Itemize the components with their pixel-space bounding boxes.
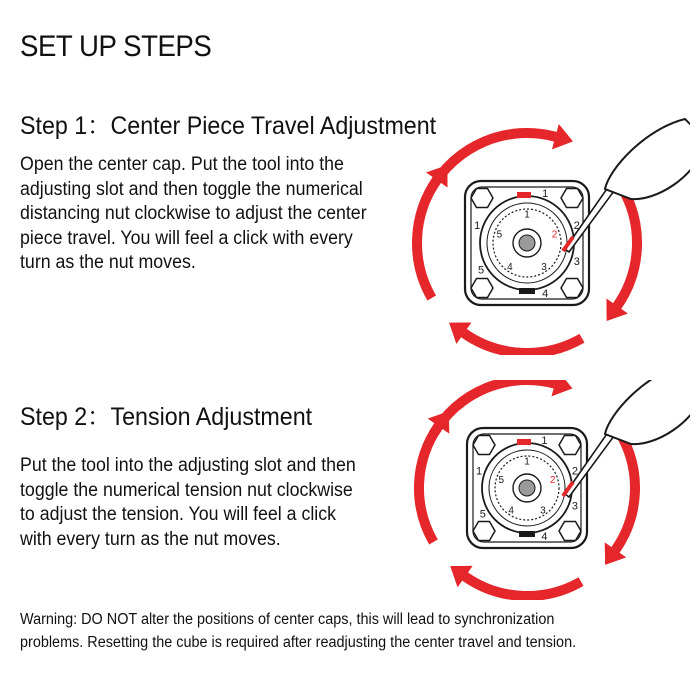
inner-number: 4: [508, 505, 514, 517]
inner-number: 4: [507, 261, 513, 273]
warning-note: Warning: DO NOT alter the positions of center caps, this will lead to synchronization problems. Resetting the cube is required after readjusting the center travel and tension.: [20, 611, 577, 651]
step-1-heading: Step 1：Center Piece Travel Adjustment: [20, 112, 437, 140]
rotate-arrow-icon: [417, 165, 448, 298]
inner-number: 5: [496, 229, 503, 241]
screw-hole-icon: [559, 521, 581, 540]
screw-hole-icon: [561, 188, 583, 207]
inner-number: 1: [524, 209, 530, 221]
inner-number: 3: [541, 261, 547, 273]
outer-number: 4: [541, 530, 548, 543]
outer-number: 3: [573, 256, 580, 269]
rotate-arrow-icon: [605, 434, 635, 565]
rotate-arrow-icon: [450, 566, 581, 596]
screw-hole-icon: [473, 435, 495, 454]
inner-number: 2: [549, 475, 556, 487]
outer-number: 3: [571, 500, 578, 513]
inner-number: 1: [524, 456, 530, 468]
rotate-arrow-icon: [606, 188, 637, 321]
tension-diagram: [405, 380, 690, 600]
step-2-heading: Step 2：Tension Adjustment: [20, 403, 313, 431]
rotate-arrow-icon: [419, 411, 449, 542]
outer-number: 4: [542, 287, 549, 300]
outer-number: 1: [541, 435, 548, 448]
screw-hole-icon: [471, 188, 493, 207]
screw-hole-icon: [473, 521, 495, 540]
outer-number: 1: [542, 188, 549, 201]
screw-hole-icon: [561, 278, 583, 297]
rotate-arrow-icon: [433, 380, 572, 434]
outer-number: 1: [474, 219, 481, 232]
outer-number: 2: [573, 219, 580, 232]
outer-number: 2: [571, 465, 578, 478]
rotate-arrow-icon: [432, 124, 573, 188]
screw-hole-icon: [471, 278, 493, 297]
screw-hole-icon: [559, 435, 581, 454]
inner-number: 3: [540, 505, 546, 517]
inner-number: 5: [498, 475, 505, 487]
inner-number: 2: [551, 229, 558, 241]
outer-number: 5: [478, 264, 485, 277]
step-1-text: Open the center cap. Put the tool into the adjusting slot and then toggle the numerical distancing nut clockwise to adjust the center piece travel. You will feel a click with every turn as the nut moves.: [20, 154, 367, 273]
outer-number: 1: [476, 465, 483, 478]
outer-number: 5: [479, 508, 486, 521]
page-title: SET UP STEPS: [20, 30, 212, 63]
rotate-arrow-icon: [449, 322, 582, 353]
center-travel-diagram: [405, 115, 690, 355]
step-2-text: Put the tool into the adjusting slot and then toggle the numerical tension nut clockwise to adjust the tension. You will feel a click with every turn as the nut moves.: [20, 455, 356, 550]
